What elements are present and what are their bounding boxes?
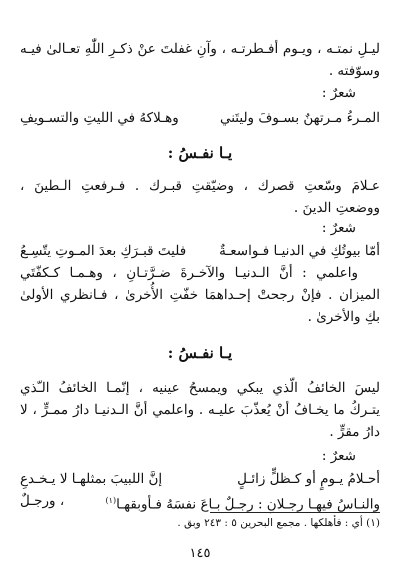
closing-line-text: والنـاسُ فيهـا رجـلانِ : رجـلٌ بـاعَ نفسَهُ فـأوبقهـا$^{(١)}$: [105, 496, 380, 513]
poem-label-3: شعرٌ :: [321, 448, 356, 464]
footnote: (١) أي : فأهلكها . مجمع البحرين ٥ : ٢٤٣ وبق .: [177, 517, 380, 529]
verse-1-hemistich-2: وهـلاكهُ في الليتِ والتسـويفِ: [20, 110, 179, 126]
verse-2-hemistich-2: فليتَ قبـرَكِ بعدَ المـوتِ يتّسِـعُ: [20, 243, 187, 259]
verse-1-hemistich-1: المـرءُ مـرتهنٌ بسـوفَ وليتَني: [219, 110, 380, 126]
poem-label-1: شعرٌ :: [321, 85, 356, 101]
verse-4-hemistich-2: إنَّ اللبيبَ بمثلهـا لا يـخـدعِ: [20, 471, 163, 487]
verse-1: [20, 107, 380, 129]
verse-2-hemistich-1: أمّا بيوتُكِ في الدنيـا فـواسعـةٌ: [219, 243, 380, 259]
section-heading-2: يـا نفـسُ :: [167, 344, 233, 362]
footnote-divider: [210, 512, 380, 513]
page-number: ١٤٥: [189, 546, 211, 561]
paragraph-1-line-2: وسوّفته .: [328, 63, 380, 79]
paragraph-3-line-3: بكِ والأخرىٰ .: [307, 309, 380, 325]
verse-2: [20, 240, 380, 262]
paragraph-4-line-3: دارُ مقرٍّ .: [329, 424, 380, 440]
verse-4-hemistich-1: أحـلامُ يـومٍ أو كـظلٍّ زائـلٍ: [237, 471, 380, 487]
closing-line-end: ، ورجـلٌ: [20, 493, 65, 509]
paragraph-1-line-1: ليـلِ نمتـه ، ويـوم أفـطرتـه ، وآنِ غفلتَ عنْ ذكـرِ اللّٰهِ تعـالىٰ فيـه: [20, 41, 380, 57]
paragraph-3-line-2: الميزان . فإنْ رجحتْ إحـداهمَا خفّتِ الأُخرىٰ ، فـانظري الأولىٰ: [20, 287, 380, 303]
paragraph-2-line-2: ووضعتِ الدينَ .: [293, 200, 380, 216]
paragraph-4-line-2: يتـركُ ما يخـافُ أنْ يُعذّبَ عليـه . واعلمي أنَّ الـدنيـا دارُ ممـرٍّ ، لا: [20, 402, 380, 418]
section-heading-1: يـا نفـسُ :: [167, 144, 233, 162]
footnote-marker: (١): [105, 496, 117, 505]
paragraph-4-line-1: ليسَ الخائفُ الّذي يبكي ويمسحُ عينيه ، إنّمـا الخائفُ الـّذي: [20, 380, 380, 396]
paragraph-2-line-1: عـلامَ وسّعتِ قصرك ، وضيّقتِ قبـرك . فـرفعتِ الـطينَ ،: [20, 178, 380, 194]
closing-line: [20, 490, 380, 512]
poem-label-2: شعرٌ :: [321, 220, 356, 236]
verse-4: [20, 468, 380, 490]
paragraph-3-line-1: واعلمي : أنَّ الـدنيـا والآخـرةَ ضـرَّتـانِ ، وهـمـا كـكفّتَي: [20, 265, 358, 281]
